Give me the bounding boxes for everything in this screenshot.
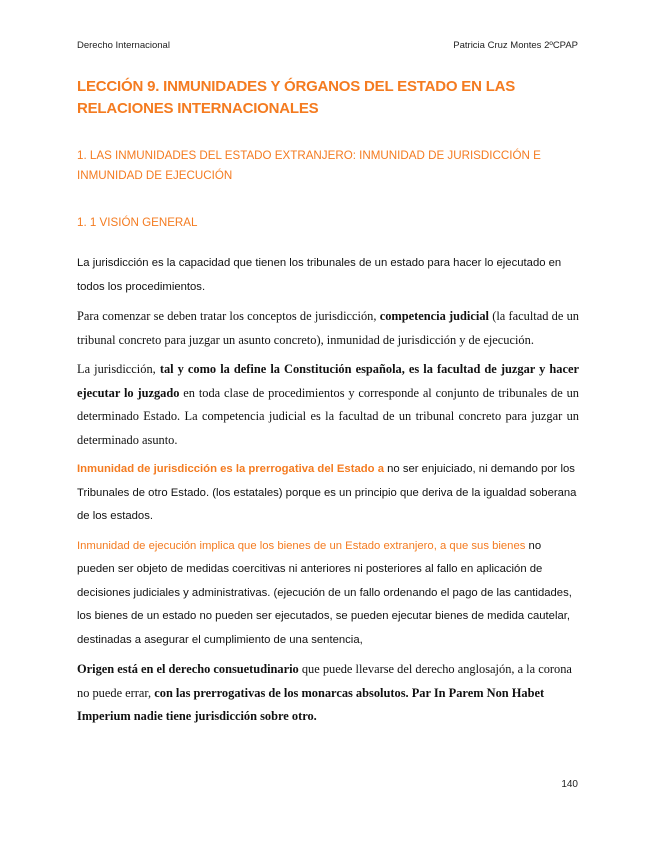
header-course: Derecho Internacional bbox=[77, 40, 170, 51]
text-run: Para comenzar se deben tratar los conceptos de jurisdicción, bbox=[77, 309, 380, 323]
paragraph-origen bbox=[77, 658, 579, 729]
page-number: 140 bbox=[561, 779, 578, 790]
text-run-highlight: Inmunidad de ejecución implica que los bienes de un Estado extranjero, a que sus bienes bbox=[77, 539, 526, 552]
text-run: no pueden ser objeto de medidas coercitivas ni anteriores ni posteriores al fallo en aplicación de decisiones judiciales y administrativas. (ejecución de un fallo ordenando el pago de las cantidades, los bienes de un estado no pueden ser ejecutados, se pueden ejecutar bienes de medida cautelar, destinadas a asegurar el cumplimiento de una sentencia, bbox=[77, 539, 572, 646]
subsection-heading: 1. 1 VISIÓN GENERAL bbox=[77, 216, 198, 229]
paragraph-inmunidad-ejecucion bbox=[77, 535, 579, 653]
page-content bbox=[77, 76, 579, 729]
text-run: (la facultad de un tribunal concreto para juzgar un asunto concreto), inmunidad de jurisdicción y de ejecución. bbox=[77, 309, 580, 347]
text-run-bold: con las prerrogativas de los monarcas absolutos. Par In Parem Non Habet Imperium nadie tiene jurisdicción sobre otro. bbox=[77, 685, 545, 723]
text-run-highlight: Inmunidad de jurisdicción es la prerrogativa del Estado a bbox=[77, 463, 384, 475]
section-heading: 1. LAS INMUNIDADES DEL ESTADO EXTRANJERO: INMUNIDAD DE JURISDICCIÓN E INMUNIDAD DE EJECUCIÓN bbox=[77, 149, 541, 182]
header-author: Patricia Cruz Montes 2ºCPAP bbox=[453, 40, 578, 51]
text-run-bold: tal y como la define la Constitución española, es la facultad de juzgar y hacer ejecutar lo juzgado bbox=[77, 362, 579, 400]
text-run: en toda clase de procedimientos y corresponde al conjunto de tribunales de un determinado Estado. La competencia judicial es la facultad de un tribunal concreto para juzgar un determinado asunto. bbox=[77, 385, 579, 447]
paragraph-inmunidad-jurisdiccion bbox=[77, 458, 579, 529]
paragraph-conceptos bbox=[77, 305, 579, 352]
text-run-bold: competencia judicial bbox=[379, 309, 489, 323]
paragraph-constitucion bbox=[77, 358, 579, 452]
text-run: La jurisdicción, bbox=[77, 362, 160, 376]
text-run-bold: Origen está en el derecho consuetudinario bbox=[77, 662, 299, 676]
text-run: que puede llevarse del derecho anglosajón, a la corona no puede errar, bbox=[77, 662, 572, 700]
paragraph-jurisdiccion: La jurisdicción es la capacidad que tienen los tribunales de un estado para hacer lo ejecutado en todos los procedimientos. bbox=[77, 257, 562, 293]
lesson-title: LECCIÓN 9. INMUNIDADES Y ÓRGANOS DEL ESTADO EN LAS RELACIONES INTERNACIONALES bbox=[77, 78, 516, 117]
text-run: no ser enjuiciado, ni demando por los Tribunales de otro Estado. (los estatales) porque es un principio que deriva de la igualdad soberana de los estados. bbox=[77, 463, 577, 522]
page-header bbox=[77, 40, 578, 54]
